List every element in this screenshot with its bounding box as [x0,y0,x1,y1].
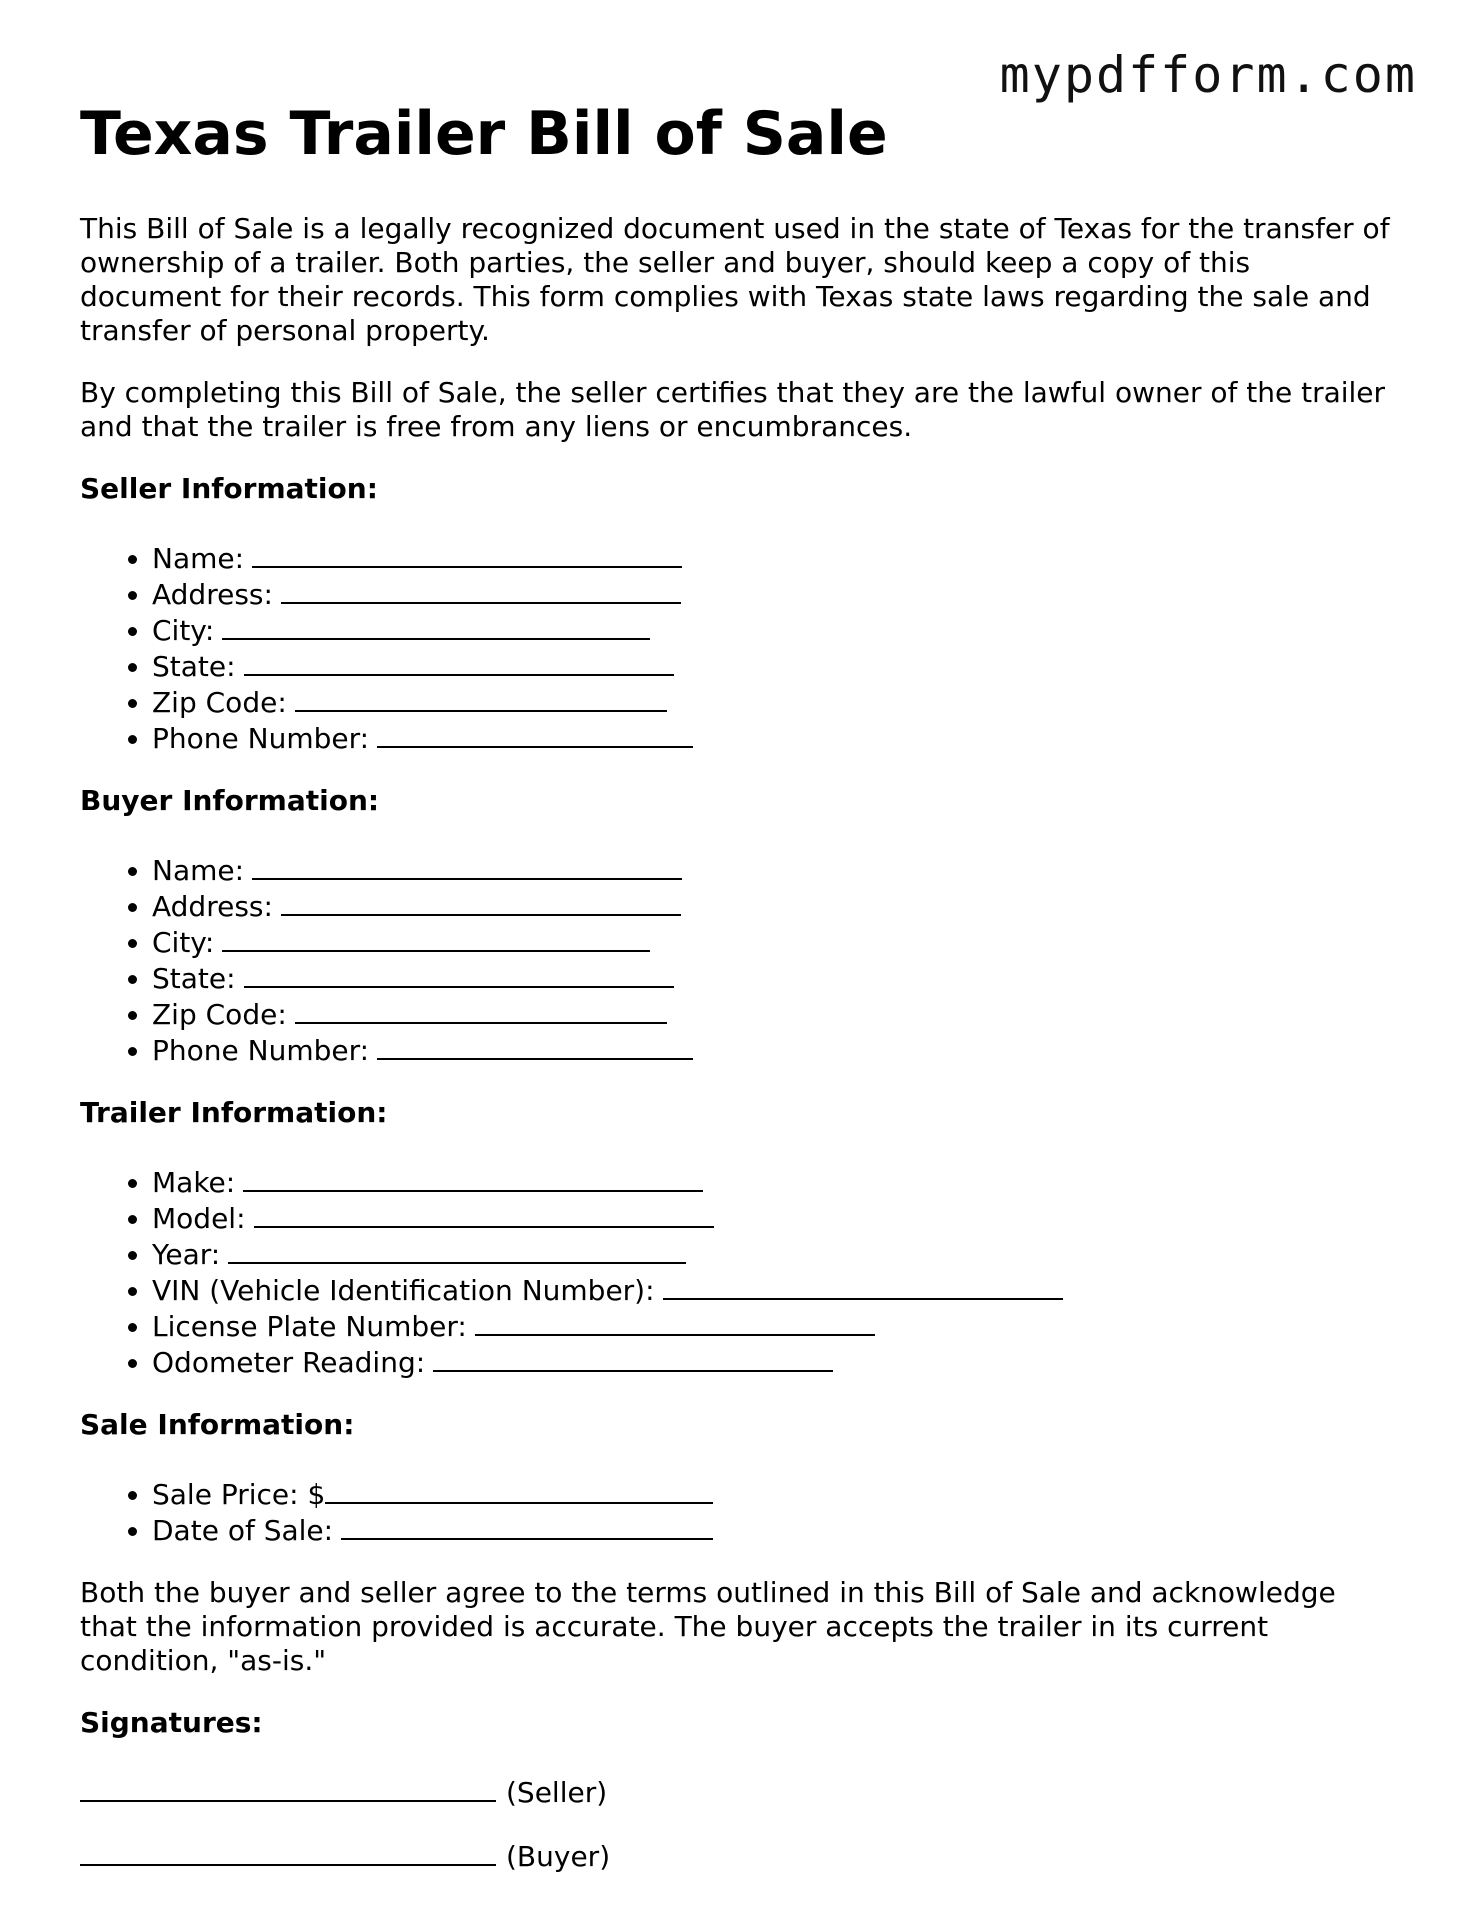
buyer-phone-field[interactable] [377,1032,693,1060]
seller-signature-row [80,1774,1400,1810]
seller-field-list [80,540,1400,756]
field-label: Phone Number: [152,722,370,755]
signatures-heading: Signatures: [80,1706,263,1739]
trailer-field-list [80,1164,1400,1380]
field-label: Sale Price: $ [152,1478,326,1511]
seller-state-item [152,648,1400,684]
sale-date-field[interactable] [341,1512,713,1540]
sale-price-item [152,1476,1400,1512]
field-label: Date of Sale: [152,1514,334,1547]
trailer-vin-item [152,1272,1400,1308]
seller-name-item [152,540,1400,576]
agreement-paragraph: Both the buyer and seller agree to the terms outlined in this Bill of Sale and acknowledge that the information provided is accurate. The buyer accepts the trailer in its current condition, "as-is." [80,1576,1336,1677]
buyer-city-field[interactable] [222,924,650,952]
buyer-heading: Buyer Information: [80,784,380,817]
intro-paragraph: This Bill of Sale is a legally recognized document used in the state of Texas for the transfer of ownership of a trailer. Both parties, the seller and buyer, should keep a copy of this document for their records. This form complies with Texas state laws regarding the sale and transfer of personal property. [80,212,1390,347]
field-label: State: [152,962,236,995]
trailer-vin-field[interactable] [663,1272,1063,1300]
seller-address-field[interactable] [281,576,681,604]
field-label: Address: [152,578,273,611]
buyer-address-item [152,888,1400,924]
buyer-state-field[interactable] [244,960,674,988]
seller-city-item [152,612,1400,648]
buyer-zip-item [152,996,1400,1032]
trailer-model-field[interactable] [254,1200,714,1228]
seller-zip-item [152,684,1400,720]
sale-field-list [80,1476,1400,1548]
field-label: Name: [152,542,245,575]
trailer-odometer-item [152,1344,1400,1380]
sale-price-field[interactable] [325,1476,713,1504]
buyer-name-item [152,852,1400,888]
trailer-heading: Trailer Information: [80,1096,388,1129]
seller-heading: Seller Information: [80,472,378,505]
watermark: mypdfform.com [999,46,1417,104]
field-label: Odometer Reading: [152,1346,426,1379]
field-label: VIN (Vehicle Identification Number): [152,1274,655,1307]
field-label: State: [152,650,236,683]
buyer-name-field[interactable] [252,852,682,880]
field-label: Zip Code: [152,686,287,719]
field-label: Zip Code: [152,998,287,1031]
field-label: Phone Number: [152,1034,370,1067]
trailer-odometer-field[interactable] [433,1344,833,1372]
buyer-state-item [152,960,1400,996]
buyer-zip-field[interactable] [295,996,667,1024]
trailer-make-item [152,1164,1400,1200]
buyer-field-list [80,852,1400,1068]
field-label: City: [152,614,215,647]
seller-zip-field[interactable] [295,684,667,712]
field-label: Model: [152,1202,246,1235]
page-title: Texas Trailer Bill of Sale [80,99,888,169]
field-label: Year: [152,1238,221,1271]
field-label: License Plate Number: [152,1310,467,1343]
seller-address-item [152,576,1400,612]
trailer-model-item [152,1200,1400,1236]
trailer-plate-item [152,1308,1400,1344]
seller-state-field[interactable] [244,648,674,676]
field-label: Make: [152,1166,236,1199]
seller-phone-item [152,720,1400,756]
trailer-year-item [152,1236,1400,1272]
field-label: Name: [152,854,245,887]
seller-phone-field[interactable] [377,720,693,748]
trailer-make-field[interactable] [243,1164,703,1192]
buyer-city-item [152,924,1400,960]
seller-signature-label: (Seller) [506,1776,608,1809]
certification-paragraph: By completing this Bill of Sale, the seller certifies that they are the lawful owner of the trailer and that the trailer is free from any liens or encumbrances. [80,376,1386,443]
buyer-address-field[interactable] [281,888,681,916]
trailer-plate-field[interactable] [475,1308,875,1336]
buyer-signature-row [80,1838,1400,1874]
seller-signature-field[interactable] [80,1774,496,1802]
buyer-phone-item [152,1032,1400,1068]
seller-name-field[interactable] [252,540,682,568]
buyer-signature-field[interactable] [80,1838,496,1866]
buyer-signature-label: (Buyer) [506,1840,611,1873]
field-label: Address: [152,890,273,923]
sale-date-item [152,1512,1400,1548]
field-label: City: [152,926,215,959]
seller-city-field[interactable] [222,612,650,640]
sale-heading: Sale Information: [80,1408,355,1441]
trailer-year-field[interactable] [228,1236,686,1264]
document-body [80,98,1400,1902]
